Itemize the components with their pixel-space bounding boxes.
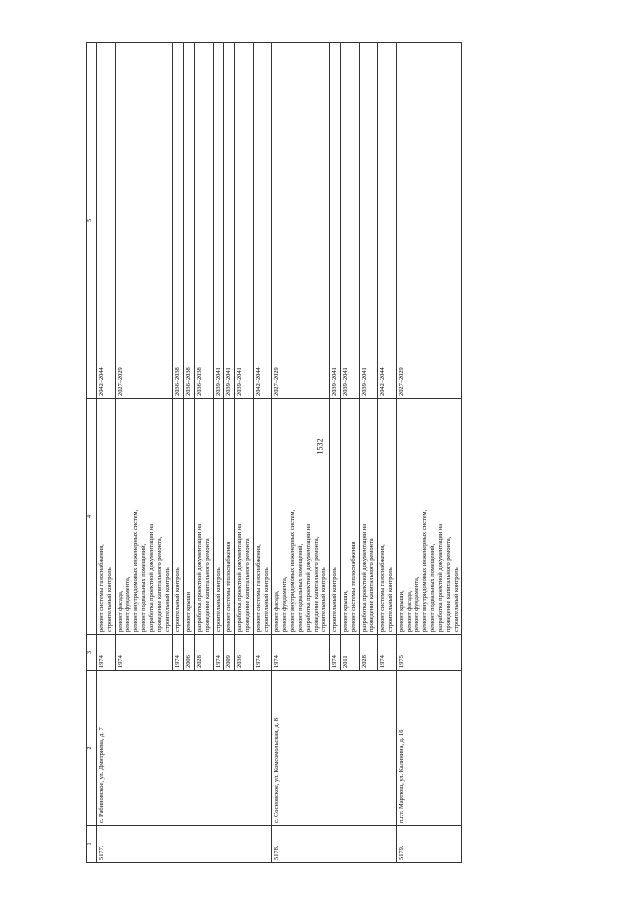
work-cell (194, 399, 213, 635)
work-line: строительный контроль (452, 567, 460, 632)
work-cell (235, 399, 254, 635)
work-line: разработка проектной документации на (304, 523, 312, 632)
header-cell: 3 (87, 635, 97, 671)
work-cell (253, 399, 272, 635)
repair-schedule-table (86, 42, 462, 863)
entry-address: п.г.т. Мартюш, ул. Калинина, д. 16 (396, 671, 462, 826)
work-line: ремонт подвальных помещений, (429, 543, 437, 632)
work-line: строительный контроль (387, 567, 394, 632)
table-row (97, 43, 116, 863)
year-cell: 1974 (115, 635, 173, 671)
entry-address: с. Рабиновское, ул. Дмитриева, д. 7 (97, 671, 272, 826)
year-cell: 2028 (194, 635, 213, 671)
work-line: строительный контроль (105, 567, 113, 632)
work-line: ремонт фундамента, (124, 576, 132, 632)
period-cell: 2027–2029 (115, 43, 173, 399)
year-cell: 1974 (253, 635, 272, 671)
work-line: разработка проектной документации на (147, 523, 155, 632)
work-line: строительный контроль (331, 567, 339, 632)
work-cell (97, 399, 116, 635)
work-line: проведение капитального ремонта, (444, 536, 452, 632)
work-line: ремонт системы газоснабжения, (98, 544, 105, 632)
period-cell: 2039–2041 (359, 43, 378, 399)
work-line: проведение капитального ремонта (368, 538, 376, 632)
year-cell: 2006 (184, 635, 195, 671)
work-line: проведение капитального ремонта (203, 538, 211, 632)
year-cell: 1974 (378, 635, 397, 671)
work-cell (272, 399, 330, 635)
work-line: ремонт внутридомовых инженерных систем, (289, 509, 297, 632)
year-cell: 2011 (340, 635, 359, 671)
work-line: ремонт системы газоснабжения, (254, 544, 262, 632)
work-line: строительный контроль (163, 567, 171, 632)
period-cell: 2042–2044 (253, 43, 272, 399)
work-line: строительный контроль (262, 567, 270, 632)
work-line: разработка проектной документации на (195, 523, 203, 632)
work-line: проведение капитального ремонта, (312, 536, 320, 632)
period-cell: 2027–2029 (396, 43, 462, 399)
work-line: ремонт системы газоснабжения, (379, 544, 387, 632)
period-cell: 2036–2038 (173, 43, 184, 399)
work-cell (378, 399, 397, 635)
work-cell (184, 399, 195, 635)
period-cell: 2042–2044 (97, 43, 116, 399)
year-cell: 1974 (330, 635, 341, 671)
work-line: ремонт внутридомовых инженерных систем, (132, 509, 140, 632)
header-cell: 2 (87, 671, 97, 826)
year-cell: 1974 (213, 635, 224, 671)
rotated-sheet (86, 43, 579, 863)
work-line: разработка проектной документации на (360, 523, 368, 632)
work-line: строительный контроль (214, 567, 222, 632)
period-cell: 2036–2038 (184, 43, 195, 399)
period-cell: 2039–2041 (224, 43, 235, 399)
work-line: ремонт подвальных помещений, (296, 543, 304, 632)
entry-number: 5179. (396, 826, 462, 863)
period-cell: 2039–2041 (340, 43, 359, 399)
work-line: ремонт системы теплоснабжения (349, 541, 357, 632)
table-row (396, 43, 462, 863)
year-cell: 1974 (173, 635, 184, 671)
header-cell: 5 (87, 43, 97, 399)
year-cell: 1974 (97, 635, 116, 671)
work-line: ремонт внутридомовых инженерных систем, (421, 509, 429, 632)
period-cell: 2039–2041 (213, 43, 224, 399)
entry-address: с. Сосновское, ул. Комсомольская, д. 8 (272, 671, 396, 826)
page-number: 1532 (315, 438, 325, 455)
work-line: ремонт крыши, (341, 590, 349, 632)
work-line: ремонт фасада, (405, 590, 413, 632)
work-line: проведение капитального ремонта, (155, 536, 163, 632)
work-line: проведение капитального ремонта (244, 538, 251, 632)
year-cell: 1975 (396, 635, 462, 671)
work-cell (115, 399, 173, 635)
period-cell: 2042–2044 (378, 43, 397, 399)
entry-number: 5178. (272, 826, 396, 863)
work-line: ремонт фундамента, (281, 576, 289, 632)
header-cell: 4 (87, 399, 97, 635)
work-cell (330, 399, 341, 635)
work-cell (396, 399, 462, 635)
year-cell: 2028 (359, 635, 378, 671)
period-cell: 2039–2041 (330, 43, 341, 399)
year-cell: 2009 (224, 635, 235, 671)
table-header-row (87, 43, 97, 863)
work-line: разработка проектной документации на (436, 523, 444, 632)
work-cell (359, 399, 378, 635)
year-cell: 2036 (235, 635, 254, 671)
work-cell (340, 399, 359, 635)
work-line: ремонт крыши, (397, 590, 405, 632)
work-line: ремонт фасада, (273, 590, 281, 632)
work-line: ремонт системы теплоснабжения (225, 541, 233, 632)
header-cell: 1 (87, 826, 97, 863)
work-line: строительный контроль (174, 567, 182, 632)
year-cell: 1974 (272, 635, 330, 671)
entry-number: 5177. (97, 826, 272, 863)
period-cell: 2027–2029 (272, 43, 330, 399)
work-line: строительный контроль (320, 567, 328, 632)
work-line: разработка проектной документации на (236, 523, 244, 632)
table-row (272, 43, 330, 863)
work-cell (213, 399, 224, 635)
work-line: ремонт подвальных помещений, (140, 543, 148, 632)
work-line: ремонт фундамента, (413, 576, 421, 632)
period-cell: 2036–2038 (194, 43, 213, 399)
work-cell (173, 399, 184, 635)
period-cell: 2039–2041 (235, 43, 254, 399)
work-line: ремонт фасада, (116, 590, 124, 632)
work-line: ремонт крыши (185, 591, 193, 632)
work-cell (224, 399, 235, 635)
